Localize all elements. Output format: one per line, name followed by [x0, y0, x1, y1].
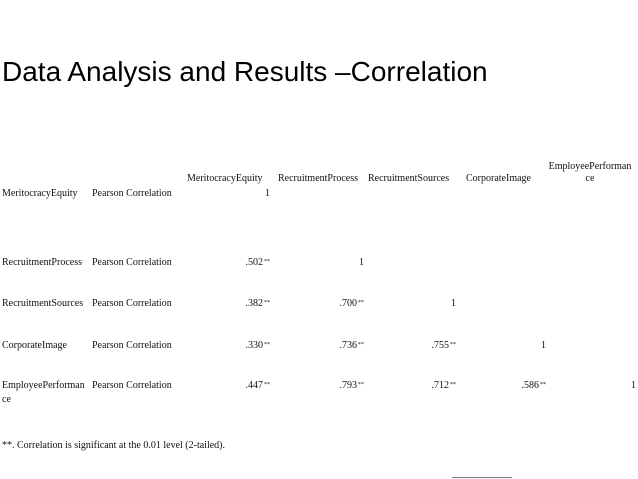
correlation-cell [280, 380, 364, 392]
correlation-cell [458, 380, 546, 392]
significance-marker: ** [264, 259, 270, 265]
significance-marker: ** [450, 382, 456, 388]
significance-marker: ** [358, 342, 364, 348]
significance-marker: ** [264, 342, 270, 348]
row-label-line-2: ce [2, 394, 11, 405]
row-label-meritocracy-equity: MeritocracyEquity [2, 188, 78, 199]
row-label-recruitment-sources: RecruitmentSources [2, 298, 84, 309]
row-stat-label: Pearson Correlation [92, 380, 172, 391]
row-stat-label: Pearson Correlation [92, 298, 172, 309]
significance-marker: ** [540, 382, 546, 388]
row-label-line-1: EmployeePerforman [2, 380, 85, 391]
cell-value: 1 [359, 257, 364, 268]
row-label-employee-performance [2, 380, 92, 406]
cell-value: .793 [339, 380, 357, 391]
column-header-line-2: ce [585, 173, 595, 184]
correlation-cell [190, 298, 270, 310]
cell-value: .330 [245, 340, 263, 351]
cell-value: .502 [245, 257, 263, 268]
bottom-divider [452, 477, 512, 478]
correlation-cell [370, 340, 456, 352]
column-header-recruitment-process: RecruitmentProcess [278, 173, 358, 184]
column-header-recruitment-sources: RecruitmentSources [368, 173, 450, 184]
cell-value: .586 [521, 380, 539, 391]
cell-value: 1 [265, 188, 270, 199]
correlation-cell [458, 340, 546, 352]
cell-value: 1 [451, 298, 456, 309]
significance-marker: ** [264, 300, 270, 306]
cell-value: 1 [541, 340, 546, 351]
correlation-cell [280, 257, 364, 269]
cell-value: .712 [431, 380, 449, 391]
significance-marker: ** [264, 382, 270, 388]
slide-title: Data Analysis and Results –Correlation [2, 56, 488, 87]
row-stat-label: Pearson Correlation [92, 188, 172, 199]
correlation-cell [370, 380, 456, 392]
correlation-cell [370, 298, 456, 310]
correlation-cell [190, 340, 270, 352]
column-header-corporate-image: CorporateImage [466, 173, 531, 184]
row-label-recruitment-process: RecruitmentProcess [2, 257, 82, 268]
column-header-meritocracy-equity: MeritocracyEquity [187, 173, 263, 184]
cell-value: .447 [245, 380, 263, 391]
correlation-cell [190, 380, 270, 392]
row-label-corporate-image: CorporateImage [2, 340, 67, 351]
column-header-employee-performance [542, 161, 638, 185]
row-stat-label: Pearson Correlation [92, 257, 172, 268]
correlation-cell [190, 188, 270, 200]
cell-value: .736 [339, 340, 357, 351]
significance-marker: ** [450, 342, 456, 348]
cell-value: .382 [245, 298, 263, 309]
significance-marker: ** [358, 300, 364, 306]
correlation-cell [280, 340, 364, 352]
correlation-cell [280, 298, 364, 310]
cell-value: 1 [631, 380, 636, 391]
cell-value: .700 [339, 298, 357, 309]
row-stat-label: Pearson Correlation [92, 340, 172, 351]
cell-value: .755 [431, 340, 449, 351]
significance-marker: ** [358, 382, 364, 388]
table-footnote: **. Correlation is significant at the 0.01 level (2-tailed). [2, 440, 225, 451]
correlation-cell [546, 380, 636, 392]
column-header-line-1: EmployeePerforman [548, 161, 632, 172]
correlation-cell [190, 257, 270, 269]
